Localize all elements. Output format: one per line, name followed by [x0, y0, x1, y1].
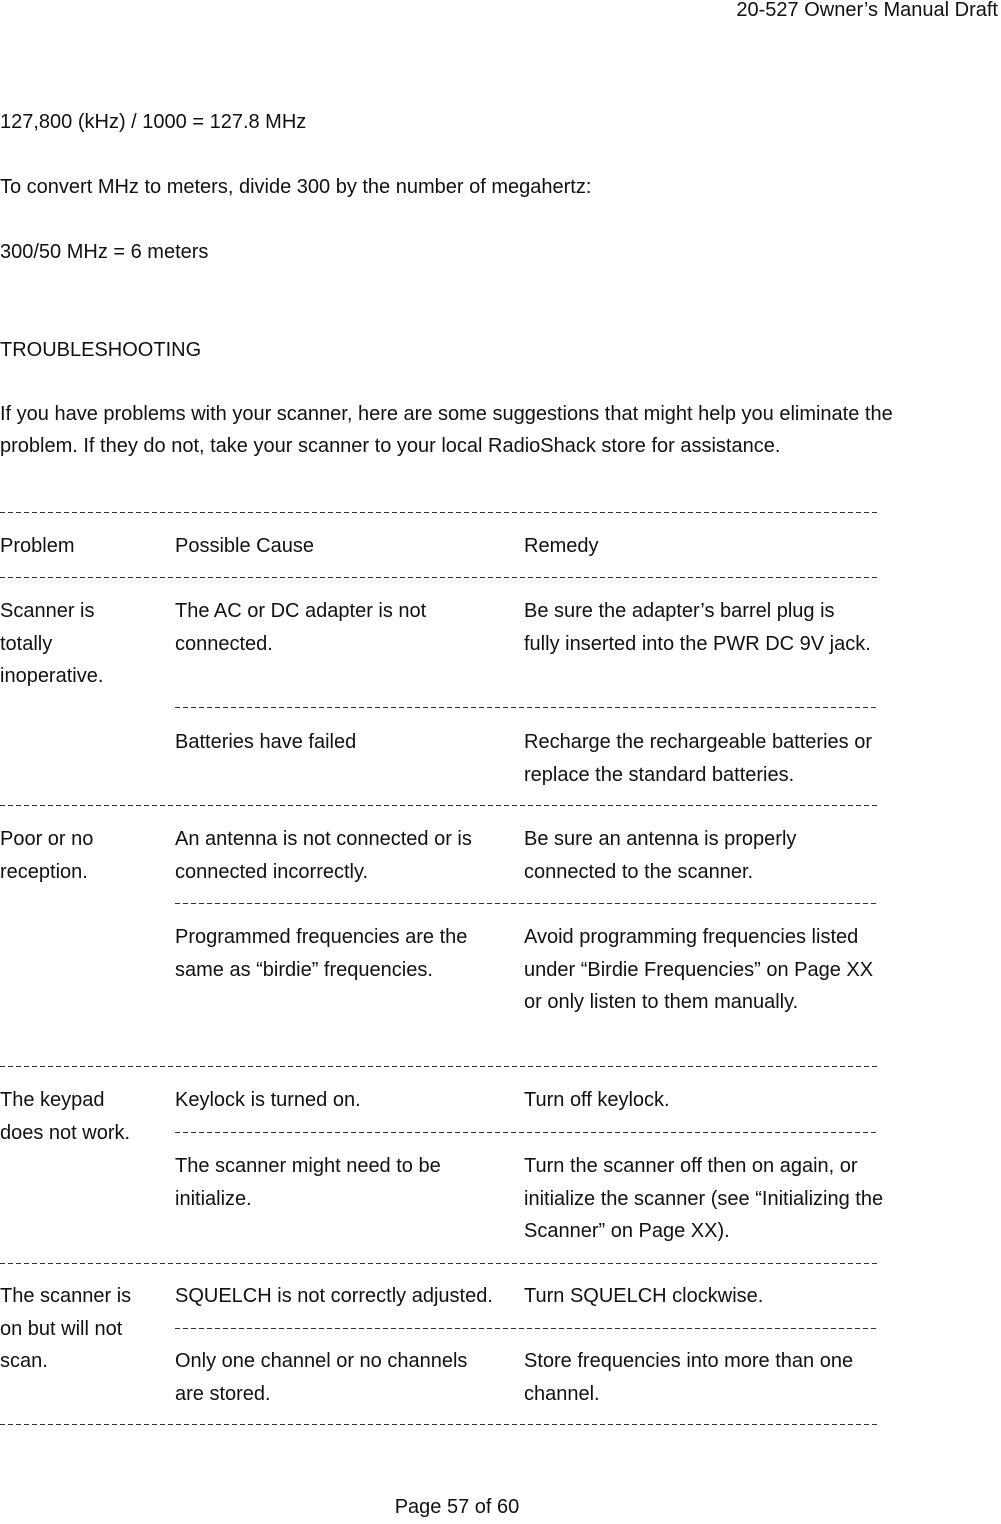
row-rule: [175, 707, 878, 709]
intro-paragraph-line-1: If you have problems with your scanner, here are some suggestions that might help you eliminate the: [0, 403, 893, 425]
column-header-problem: Problem: [0, 535, 75, 557]
row-rule: [175, 1328, 878, 1330]
cause-cell: The AC or DC adapter is not connected.: [175, 600, 427, 655]
remedy-cell: Be sure an antenna is properly connected to the scanner.: [524, 828, 797, 883]
remedy-cell: Turn the scanner off then on again, or initialize the scanner (see “Initializing the Scanner” on Page XX).: [524, 1155, 884, 1242]
remedy-cell: Turn off keylock.: [524, 1089, 670, 1111]
cause-cell: Only one channel or no channels are stored.: [175, 1350, 468, 1405]
table-rule: [0, 1066, 878, 1068]
row-rule: [175, 903, 878, 905]
page-number: Page 57 of 60: [394, 1496, 520, 1518]
remedy-cell: Recharge the rechargeable batteries or replace the standard batteries.: [524, 731, 872, 786]
problem-cell: Scanner is totally inoperative.: [0, 600, 104, 687]
table-rule: [0, 512, 878, 514]
cause-cell: SQUELCH is not correctly adjusted.: [175, 1285, 493, 1307]
column-header-remedy: Remedy: [524, 535, 599, 557]
problem-cell: The keypad does not work.: [0, 1089, 131, 1144]
remedy-cell: Avoid programming frequencies listed under “Birdie Frequencies” on Page XX or only listen to them manually.: [524, 926, 874, 1013]
intro-paragraph-line-2: problem. If they do not, take your scanner to your local RadioShack store for assistance.: [0, 435, 781, 457]
cause-cell: An antenna is not connected or is connected incorrectly.: [175, 828, 472, 883]
cause-cell: Keylock is turned on.: [175, 1089, 361, 1111]
meters-example: 300/50 MHz = 6 meters: [0, 241, 209, 263]
document-header: 20-527 Owner’s Manual Draft: [736, 0, 998, 21]
column-header-cause: Possible Cause: [175, 535, 314, 557]
cause-cell: The scanner might need to be initialize.: [175, 1155, 441, 1210]
cause-cell: Programmed frequencies are the same as “birdie” frequencies.: [175, 926, 468, 981]
conversion-instruction: To convert MHz to meters, divide 300 by the number of megahertz:: [0, 176, 592, 198]
conversion-example: 127,800 (kHz) / 1000 = 127.8 MHz: [0, 111, 307, 133]
problem-cell: The scanner is on but will not scan.: [0, 1285, 132, 1372]
remedy-cell: Store frequencies into more than one channel.: [524, 1350, 854, 1405]
table-rule: [0, 577, 878, 579]
problem-cell: Poor or no reception.: [0, 828, 94, 883]
table-rule: [0, 1424, 878, 1426]
remedy-cell: Turn SQUELCH clockwise.: [524, 1285, 764, 1307]
section-heading: TROUBLESHOOTING: [0, 339, 202, 361]
table-rule: [0, 805, 878, 807]
table-rule: [0, 1263, 878, 1265]
cause-cell: Batteries have failed: [175, 731, 357, 753]
remedy-cell: Be sure the adapter’s barrel plug is fully inserted into the PWR DC 9V jack.: [524, 600, 871, 655]
row-rule: [175, 1132, 878, 1134]
